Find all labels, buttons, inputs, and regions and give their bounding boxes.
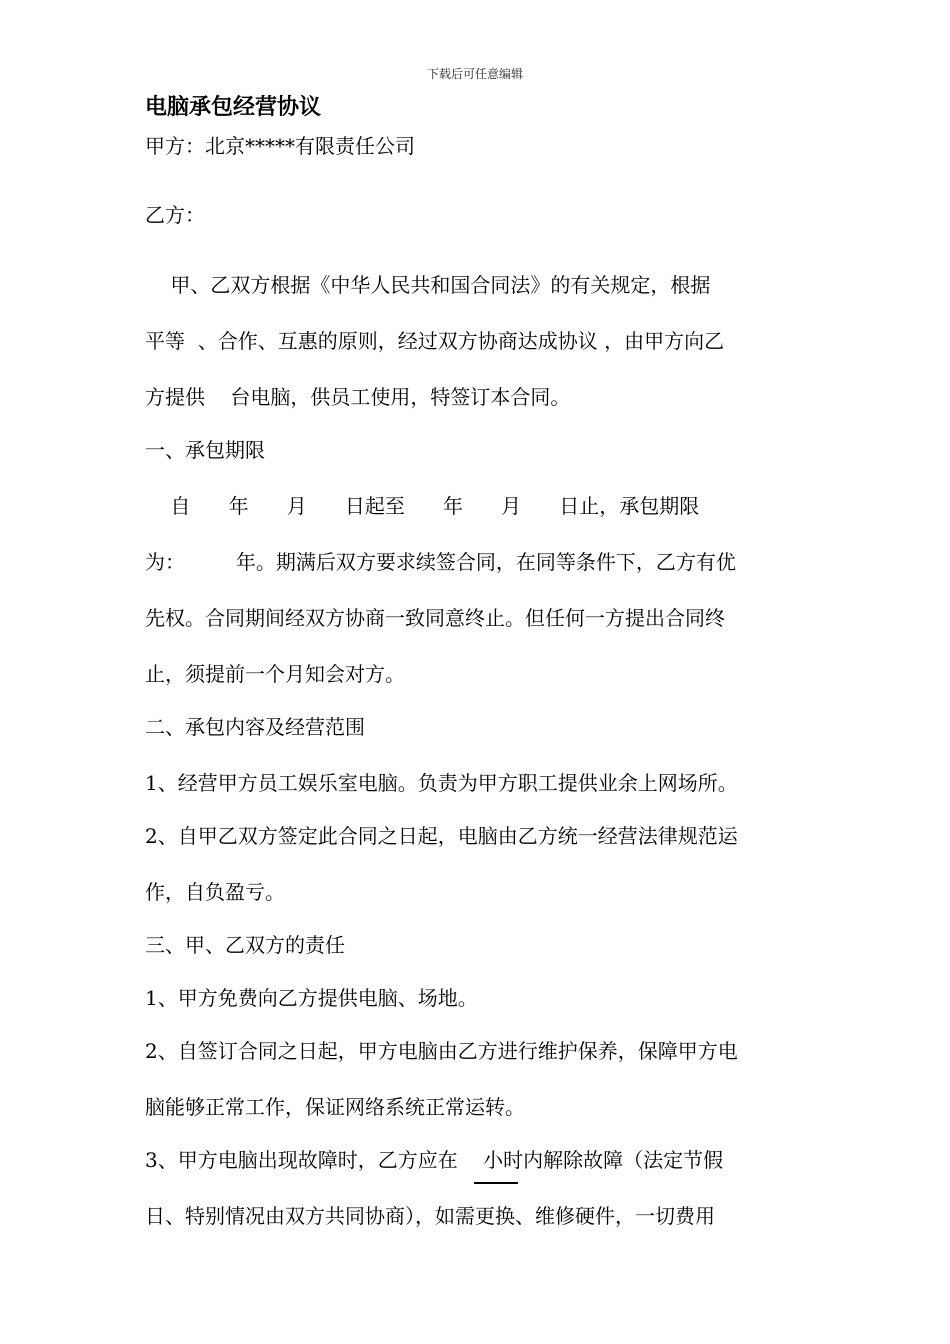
party-b-line: 乙方： (145, 203, 205, 227)
document-title: 电脑承包经营协议 (145, 95, 322, 120)
section-3-line-3: 脑能够正常工作，保证网络系统正常运转。 (145, 1095, 525, 1119)
section-3-heading: 三、甲、乙双方的责任 (145, 933, 345, 957)
preamble-line-3: 方提供 台电脑，供员工使用，特签订本合同。 (145, 385, 571, 409)
preamble-line-2: 平等 、合作、互惠的原则，经过双方协商达成协议 ，由甲方向乙 (145, 329, 725, 353)
section-3-line-4: 3、甲方电脑出现故障时，乙方应在 小时内解除故障（法定节假 (145, 1148, 724, 1172)
section-2-line-1: 1、经营甲方员工娱乐室电脑。负责为甲方职工提供业余上网场所。 (145, 771, 738, 795)
section-1-line-4: 止，须提前一个月知会对方。 (145, 662, 405, 686)
section-2-line-3: 作，自负盈亏。 (145, 880, 285, 904)
section-3-line-1: 1、甲方免费向乙方提供电脑、场地。 (145, 986, 478, 1010)
section-1-line-3: 先权。合同期间经双方协商一致同意终止。但任何一方提出合同终 (145, 606, 725, 630)
hours-blank-underline (474, 1182, 518, 1184)
section-3-line-2: 2、自签订合同之日起，甲方电脑由乙方进行维护保养，保障甲方电 (145, 1039, 738, 1063)
page-header: 下载后可任意编辑 (426, 67, 523, 81)
section-1-line-2: 为： 年。期满后双方要求续签合同，在同等条件下，乙方有优 (145, 550, 736, 574)
party-a-line: 甲方：北京*****有限责任公司 (145, 134, 415, 158)
section-2-heading: 二、承包内容及经营范围 (145, 715, 365, 739)
section-1-line-1: 自 年 月 日起至 年 月 日止，承包期限 (145, 494, 700, 518)
section-3-line-5: 日、特别情况由双方共同协商），如需更换、维修硬件，一切费用 (145, 1204, 715, 1228)
section-2-line-2: 2、自甲乙双方签定此合同之日起，电脑由乙方统一经营法律规范运 (145, 824, 738, 848)
section-1-heading: 一、承包期限 (145, 438, 265, 462)
preamble-line-1: 甲、乙双方根据《中华人民共和国合同法》的有关规定，根据 (145, 273, 711, 297)
